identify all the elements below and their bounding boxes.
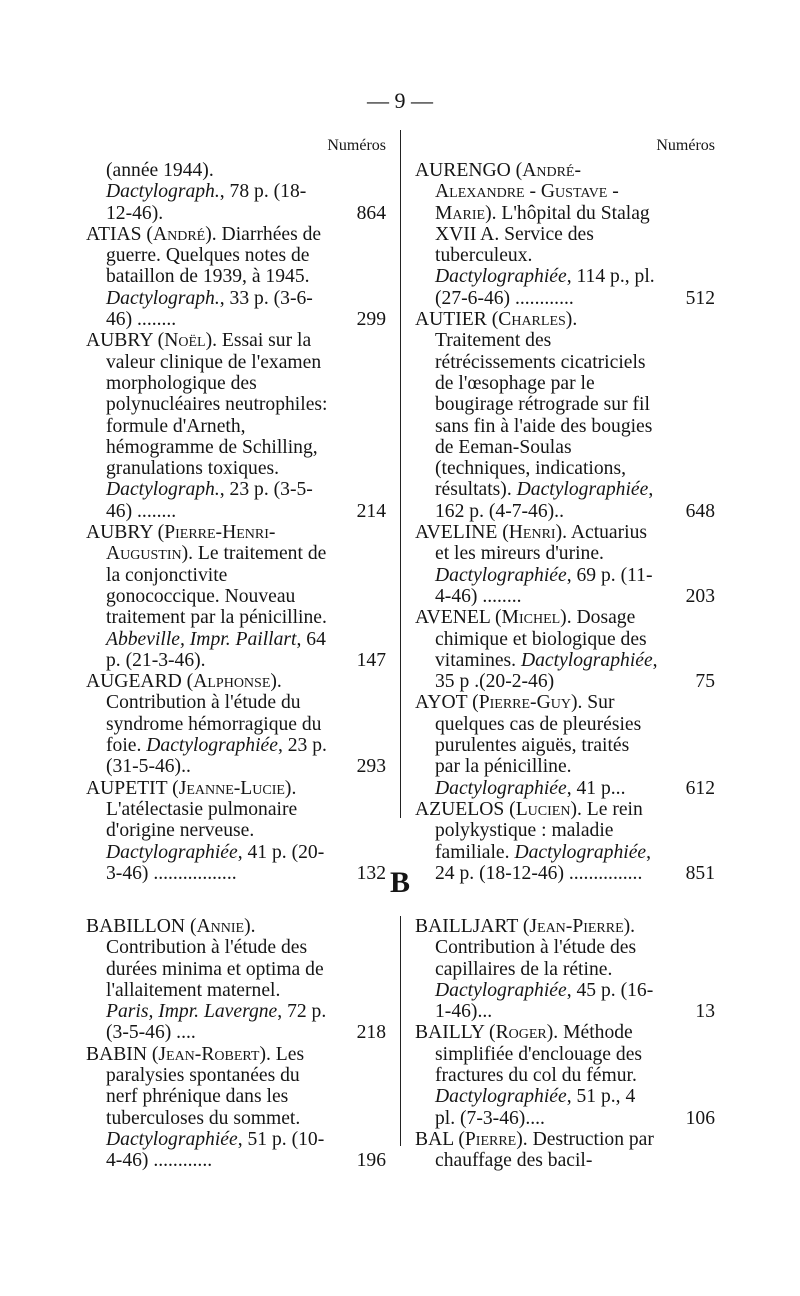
entry-details: , 41 p... bbox=[566, 777, 626, 799]
entry-details: , 51 p. (10-4-46) ............ bbox=[106, 1128, 325, 1172]
entry-title: Contribution à l'étude des durées minima et optima de l'allaitement maternel. bbox=[106, 937, 324, 1001]
entry-author-end: ). bbox=[546, 1022, 559, 1044]
entry-number: 147 bbox=[356, 649, 386, 671]
entry-publisher: Dactylograph. bbox=[106, 479, 220, 501]
entry-publisher: Dactylograph. bbox=[106, 181, 220, 203]
entry-title: L'atélectasie pulmonaire d'origine nerveuse. bbox=[106, 798, 298, 842]
entry-author-firstname: André-Alexandre - Gustave - Marie bbox=[435, 160, 619, 224]
column-top-left bbox=[86, 138, 386, 884]
entry-number: 612 bbox=[685, 777, 715, 799]
entry-publisher: Abbeville, Impr. Paillart bbox=[106, 628, 297, 650]
entry-details: , 41 p. (20-3-46) ................. bbox=[106, 841, 325, 884]
entry-author: AUBRY ( bbox=[86, 330, 165, 352]
entry-title: Le rein polykystique : maladie familiale. bbox=[435, 798, 643, 863]
entry-details: , 23 p. (31-5-46).. bbox=[106, 735, 327, 778]
entry-author-end: ). bbox=[284, 777, 297, 799]
column-divider-top bbox=[400, 130, 401, 818]
entry-title: Destruction par chauffage des bacil- bbox=[435, 1128, 654, 1172]
entry-author: AVELINE ( bbox=[415, 522, 509, 544]
entry-author-end: ). bbox=[205, 330, 218, 352]
bibliography-entry bbox=[415, 692, 715, 798]
entry-title: Diarrhées de guerre. Quelques notes de bataillon de 1939, à 1945. bbox=[106, 223, 322, 288]
entry-author-firstname: Pierre-Guy bbox=[478, 692, 571, 714]
entry-author: AUTIER ( bbox=[415, 309, 499, 331]
column-bottom-left bbox=[86, 916, 386, 1172]
bibliography-entry bbox=[415, 1129, 715, 1172]
entry-author: BABIN ( bbox=[86, 1043, 159, 1065]
entry-details: , 69 p. (11-4-46) ........ bbox=[435, 564, 653, 607]
bibliography-entry bbox=[415, 1022, 715, 1128]
entry-publisher: Dactylographiée bbox=[514, 841, 647, 863]
entry-title: (année 1944). bbox=[106, 160, 214, 181]
bibliography-entry bbox=[415, 160, 715, 309]
entry-author-end: ). bbox=[555, 522, 568, 544]
entry-author-end: ). bbox=[270, 671, 282, 693]
entry-publisher: Dactylographiée bbox=[516, 479, 649, 501]
entry-publisher: Dactylographiée bbox=[435, 979, 567, 1001]
entry-title: Les paralysies spontanées du nerf phrénique dans les tuberculoses du sommet. bbox=[106, 1043, 305, 1129]
entry-publisher: Dactylographiée bbox=[106, 1128, 238, 1150]
entry-details: , 33 p. (3-6-46) ........ bbox=[106, 287, 313, 331]
entry-number: 851 bbox=[685, 862, 715, 884]
bibliography-entry bbox=[415, 916, 715, 1022]
entry-author-end: ). bbox=[485, 202, 497, 224]
entry-number: 132 bbox=[356, 862, 386, 884]
entry-author-firstname: Charles bbox=[498, 309, 566, 331]
entry-author-firstname: Jeanne-Lucie bbox=[178, 777, 285, 799]
entry-author-end: ). bbox=[244, 916, 256, 937]
bibliography-entry bbox=[86, 671, 386, 777]
entry-author-firstname: Annie bbox=[196, 916, 245, 937]
column-header: Numéros bbox=[656, 137, 715, 154]
entry-number: 106 bbox=[685, 1107, 715, 1129]
entry-author-end: ). bbox=[570, 692, 583, 714]
section-letter: B bbox=[389, 866, 410, 899]
entry-publisher: Dactylograph. bbox=[106, 287, 220, 309]
entry-number: 299 bbox=[356, 309, 386, 331]
bibliography-entry bbox=[415, 607, 715, 692]
entry-number: 75 bbox=[695, 671, 715, 693]
column-top-right bbox=[415, 138, 715, 884]
entry-author-firstname: André bbox=[152, 223, 206, 245]
entry-author-end: ). bbox=[181, 543, 194, 565]
entry-number: 864 bbox=[356, 202, 386, 224]
entry-author: BAILLJART ( bbox=[415, 916, 530, 937]
entry-title: Le traitement de la conjonctivite gonococcique. Nouveau traitement par la pénicilline. bbox=[106, 543, 327, 629]
entry-author: AYOT ( bbox=[415, 692, 479, 714]
entry-number: 293 bbox=[356, 756, 386, 778]
entry-details: , 35 p .(20-2-46) bbox=[435, 649, 658, 693]
entry-details: , 114 p., pl. (27-6-46) ............ bbox=[435, 266, 655, 309]
entry-title: Dosage chimique et biologique des vitamines. bbox=[435, 607, 647, 671]
entry-details: , 45 p. (16-1-46)... bbox=[435, 979, 654, 1023]
entry-details: , 78 p. (18-12-46). bbox=[106, 181, 307, 224]
entry-number: 203 bbox=[685, 585, 715, 607]
entry-author-end: ). bbox=[623, 916, 636, 937]
entry-author: AUPETIT ( bbox=[86, 777, 179, 799]
entry-title: Traitement des rétrécissements cicatriciels de l'œsophage par le bougirage rétrograde sur fil sans fin à l'aide des bougies de Eeman-Soulas (techniques, indications, résultats). bbox=[435, 330, 653, 501]
entry-publisher: Dactylographiée bbox=[146, 735, 278, 757]
entry-number: 648 bbox=[685, 500, 715, 522]
entry-author-firstname: Pierre-Henri-Augustin bbox=[106, 522, 276, 565]
bibliography-entry bbox=[86, 522, 386, 671]
entry-author-end: ). bbox=[565, 309, 578, 331]
entry-number: 13 bbox=[695, 1001, 715, 1023]
entry-author-firstname: Lucien bbox=[515, 798, 571, 820]
entry-publisher: Dactylographiée bbox=[435, 564, 567, 586]
entry-author-firstname: Alphonse bbox=[193, 671, 271, 693]
entry-author-end: ). bbox=[560, 607, 572, 629]
entry-number: 196 bbox=[356, 1150, 386, 1172]
entry-author-firstname: Jean-Robert bbox=[158, 1043, 260, 1065]
bibliography-entry bbox=[415, 522, 715, 607]
entry-author-firstname: Noël bbox=[164, 330, 206, 352]
entry-author: AURENGO ( bbox=[415, 160, 523, 181]
entry-author-end: ). bbox=[516, 1128, 528, 1150]
entry-author: AVENEL ( bbox=[415, 607, 502, 629]
entry-title: Contribution à l'étude des capillaires de la rétine. bbox=[435, 937, 637, 980]
entry-author-end: ). bbox=[259, 1043, 271, 1065]
entry-author: BAILLY ( bbox=[415, 1022, 496, 1044]
entry-number: 214 bbox=[356, 500, 386, 522]
entry-author-firstname: Henri bbox=[508, 522, 556, 544]
entry-details: , 51 p., 4 pl. (7-3-46).... bbox=[435, 1086, 636, 1129]
entry-author: BAL ( bbox=[415, 1128, 465, 1150]
entry-author-firstname: Roger bbox=[495, 1022, 547, 1044]
entry-author: AUGEARD ( bbox=[86, 671, 194, 693]
column-divider-bottom bbox=[400, 916, 401, 1146]
entry-title: Essai sur la valeur clinique de l'examen morphologique des polynucléaires neutrophiles: formule d'Arneth, hémogramme de Schilling, granulations toxiques. bbox=[106, 330, 328, 480]
entry-title: Méthode simplifiée d'enclouage des fractures du col du fémur. bbox=[435, 1022, 643, 1087]
entry-title: Contribution à l'étude du syndrome hémorragique du foie. bbox=[106, 692, 322, 757]
column-bottom-right bbox=[415, 916, 715, 1172]
entry-author-firstname: Jean-Pierre bbox=[529, 916, 624, 937]
entry-publisher: Dactylographiée bbox=[435, 1086, 567, 1108]
entry-author: AZUELOS ( bbox=[415, 798, 516, 820]
bibliography-entry bbox=[86, 330, 386, 522]
entry-number: 218 bbox=[356, 1022, 386, 1044]
entry-number: 512 bbox=[685, 287, 715, 309]
bibliography-entry bbox=[86, 224, 386, 330]
entry-publisher: Dactylographiée bbox=[520, 649, 653, 671]
entry-publisher: Paris, Impr. Lavergne bbox=[106, 1001, 278, 1023]
entry-author: AUBRY ( bbox=[86, 522, 165, 544]
entry-author-end: ). bbox=[205, 223, 217, 245]
entry-publisher: Dactylographiée bbox=[106, 841, 238, 863]
entry-title: Sur quelques cas de pleurésies purulentes aiguës, traités par la pénicilline. bbox=[435, 692, 642, 778]
bibliography-entry bbox=[86, 1044, 386, 1172]
entry-author: ATIAS ( bbox=[86, 223, 153, 245]
entry-author-firstname: Pierre bbox=[464, 1128, 517, 1150]
entry-author-end: ). bbox=[570, 798, 582, 820]
entry-details: , 23 p. (3-5-46) ........ bbox=[106, 479, 313, 522]
entry-details: , 162 p. (4-7-46).. bbox=[435, 479, 654, 522]
entry-details: , 72 p. (3-5-46) .... bbox=[106, 1001, 327, 1044]
bibliography-entry bbox=[415, 309, 715, 522]
bibliography-entry bbox=[86, 160, 386, 224]
page-number: — 9 — bbox=[367, 88, 433, 113]
column-header: Numéros bbox=[327, 137, 386, 154]
entry-author: BABILLON ( bbox=[86, 916, 197, 937]
entry-author-firstname: Michel bbox=[501, 607, 561, 629]
entry-publisher: Dactylographiée bbox=[435, 266, 567, 288]
entry-details: , 24 p. (18-12-46) ............... bbox=[435, 841, 652, 884]
entry-details: , 64 p. (21-3-46). bbox=[106, 628, 326, 671]
entry-title: L'hôpital du Stalag XVII A. Service des tuberculeux. bbox=[435, 202, 650, 267]
bibliography-entry bbox=[86, 916, 386, 1044]
entry-title: Actuarius et les mireurs d'urine. bbox=[435, 522, 648, 565]
entry-publisher: Dactylographiée bbox=[435, 777, 567, 799]
